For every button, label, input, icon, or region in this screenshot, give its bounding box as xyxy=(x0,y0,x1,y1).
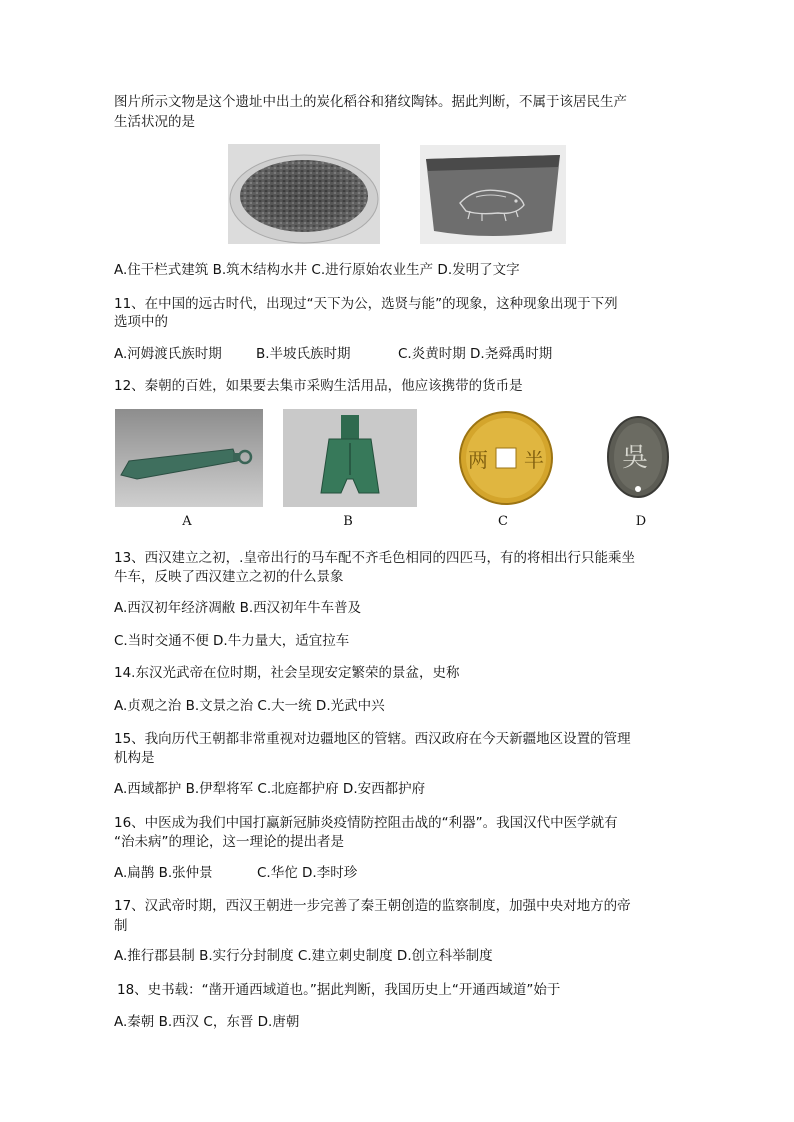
coin-label-c: C xyxy=(498,514,508,529)
q16-stem-line2: “治未病”的理论，这一理论的提出者是 xyxy=(114,834,344,850)
q11-option-a: A.河姆渡氏族时期 xyxy=(114,346,222,362)
q13-options-line2: C.当时交通不便 D.牛力量大，适宜拉车 xyxy=(114,633,350,649)
q16-stem-line1: 16、中医成为我们中国打赢新冠肺炎疫情防控阻击战的“利器”。我国汉代中医学就有 xyxy=(114,815,618,831)
q15-stem-line1: 15、我向历代王朝都非常重视对边疆地区的管辖。西汉政府在今天新疆地区设置的管理 xyxy=(114,731,631,747)
q11-stem-line1: 11、在中国的远古时代，出现过“天下为公，选贤与能”的现象，这种现象出现于下列 xyxy=(114,296,618,312)
q13-stem-line1: 13、西汉建立之初，.皇帝出行的马车配不齐毛色相同的四匹马，有的将相出行只能乘坐 xyxy=(114,550,635,566)
q14-options: A.贞观之治 B.文景之治 C.大一统 D.光武中兴 xyxy=(114,698,385,714)
coin-d-inscription: 吳 xyxy=(622,443,649,473)
q13-stem-line2: 牛车，反映了西汉建立之初的什么景象 xyxy=(114,569,344,585)
q16-option-cd: C.华佗 D.李时珍 xyxy=(257,865,358,881)
q10-stem-line1: 图片所示文物是这个遗址中出土的炭化稻谷和猪纹陶钵。据此判断，不属于该居民生产 xyxy=(114,94,627,110)
pig-pattern-pottery-photo xyxy=(420,145,566,244)
banliang-coin-photo xyxy=(440,408,573,508)
coin-label-d: D xyxy=(635,514,647,529)
q11-stem-line2: 选项中的 xyxy=(114,314,168,330)
q14-stem: 14.东汉光武帝在位时期，社会呈现安定繁荣的景盆，史称 xyxy=(114,665,460,681)
coin-c-inscription-right: 半 xyxy=(524,448,544,472)
q15-stem-line2: 机构是 xyxy=(114,750,155,766)
q11-option-cd: C.炎黄时期 D.尧舜禹时期 xyxy=(398,346,553,362)
q15-options: A.西域都护 B.伊犁将军 C.北庭都护府 D.安西都护府 xyxy=(114,781,426,797)
carbonized-rice-photo xyxy=(228,144,380,244)
q16-option-ab: A.扁鹊 B.张仲景 xyxy=(114,865,213,881)
q17-stem-line1: 17、汉武帝时期，西汉王朝进一步完善了秦王朝创造的监察制度，加强中央对地方的帝 xyxy=(114,898,631,914)
q11-option-b: B.半坡氏族时期 xyxy=(256,346,351,362)
ant-nose-coin-photo xyxy=(600,411,676,507)
q10-stem-line2: 生活状况的是 xyxy=(114,114,195,130)
q18-stem: 18、史书载：“凿开通西域道也。”据此判断，我国历史上“开通西域道”始于 xyxy=(117,982,561,998)
q13-options-line1: A.西汉初年经济凋敝 B.西汉初年牛车普及 xyxy=(114,600,362,616)
q18-options: A.秦朝 B.西汉 C，东晋 D.唐朝 xyxy=(114,1014,300,1030)
q12-stem: 12、秦朝的百姓，如果要去集市采购生活用品，他应该携带的货币是 xyxy=(114,378,523,394)
q10-options: A.住干栏式建筑 B.筑木结构水井 C.进行原始农业生产 D.发明了文字 xyxy=(114,262,520,278)
spade-coin-photo xyxy=(283,409,417,507)
knife-coin-photo xyxy=(115,409,263,507)
coin-label-b: B xyxy=(343,514,353,529)
coin-c-inscription-left: 两 xyxy=(468,448,488,472)
coin-label-a: A xyxy=(182,514,192,529)
q17-stem-line2: 制 xyxy=(114,918,128,934)
q17-options: A.推行郡县制 B.实行分封制度 C.建立刺史制度 D.创立科举制度 xyxy=(114,948,493,964)
